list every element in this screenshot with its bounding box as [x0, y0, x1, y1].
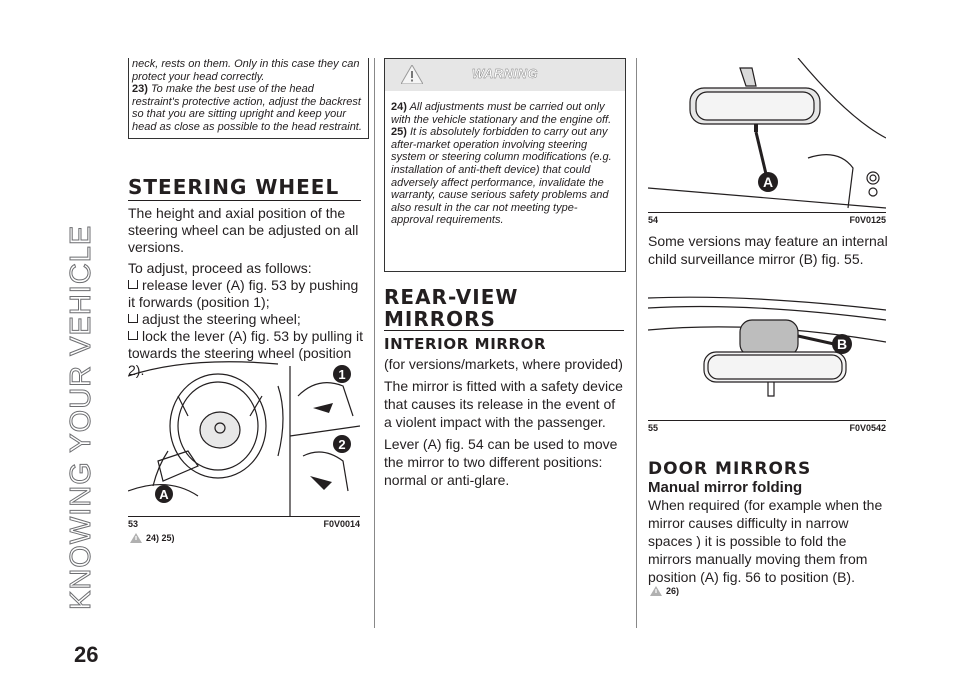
- child-mirror-figure: [648, 280, 886, 421]
- column-divider: [636, 58, 637, 628]
- steering-body: [128, 205, 364, 379]
- figure-code: F0V0014: [323, 519, 360, 529]
- bullet-box: [128, 331, 138, 340]
- door-mirrors-text: When required (for example when the mirror causes difficulty in narrow spaces ) it is possible to fold the mirrors manually moving them from position (A) fig. 56 to position (B).: [648, 497, 883, 585]
- fig-label-B: B: [836, 336, 848, 352]
- bullet-box: [128, 314, 138, 323]
- fig-label-A: A: [762, 174, 774, 190]
- fig53-caption: [128, 519, 360, 531]
- heading-rule: [384, 330, 624, 331]
- fig-label-1: 1: [338, 367, 346, 382]
- steering-para-2: To adjust, proceed as follows:: [128, 260, 312, 276]
- interior-mirror-heading: INTERIOR MIRROR: [384, 335, 547, 353]
- fig-label-A: A: [159, 487, 169, 502]
- door-mirrors-heading: DOOR MIRRORS: [648, 459, 812, 479]
- note-number: 23): [132, 83, 148, 96]
- warning-triangle-icon: [650, 586, 662, 596]
- manual-folding-heading: Manual mirror folding: [648, 479, 803, 496]
- figure-code: F0V0542: [849, 423, 886, 433]
- child-mirror-text: Some versions may feature an internal child surveillance mirror (B) fig. 55.: [648, 233, 888, 267]
- steering-bullet-1: release lever (A) fig. 53 by pushing it forwards (position 1);: [128, 277, 359, 310]
- figure-code: F0V0125: [849, 215, 886, 225]
- heading-rule: [128, 200, 361, 201]
- steering-bullet-2: adjust the steering wheel;: [128, 311, 364, 328]
- warning-header: [385, 59, 625, 91]
- rear-view-mirrors-heading: REAR-VIEW MIRRORS: [384, 285, 519, 331]
- child-mirror-illustration: [648, 280, 886, 420]
- rear-view-para-1: (for versions/markets, where provided): [384, 356, 623, 372]
- warning-item-number: 24): [391, 101, 407, 113]
- column-divider: [374, 58, 375, 628]
- steering-bullet-3: lock the lever (A) fig. 53 by pulling it towards the steering wheel (position 2).: [128, 328, 363, 378]
- figure-number: 53: [128, 519, 139, 529]
- warning-item-number: 25): [391, 126, 407, 139]
- warning-title: WARNING: [471, 66, 539, 81]
- rear-view-body: [384, 355, 626, 493]
- fig54-caption: [648, 215, 886, 227]
- bullet-box: [128, 280, 138, 289]
- steering-wheel-heading: STEERING WHEEL: [128, 175, 340, 199]
- steering-warning-refs: 24) 25): [130, 533, 175, 543]
- warning-box: [384, 58, 626, 272]
- steering-para-1: The height and axial position of the steering wheel can be adjusted on all versions.: [128, 205, 359, 255]
- head-restraint-note: [128, 58, 369, 139]
- door-mirrors-warning-refs: 26): [650, 586, 679, 596]
- interior-mirror-figure: [648, 58, 886, 213]
- rear-view-para-2: The mirror is fitted with a safety device that causes its release in the event of a violent impact with the passenger.: [384, 378, 623, 430]
- warning-triangle-icon: [130, 533, 142, 543]
- warning-item-text: All adjustments must be carried out only with the vehicle stationary and the engine off.: [391, 101, 612, 126]
- side-section-title: KNOWING YOUR VEHICLE: [65, 224, 97, 610]
- figure-number: 55: [648, 423, 659, 433]
- figure-number: 54: [648, 215, 659, 225]
- page-number: 26: [74, 642, 99, 667]
- steering-wheel-figure: [128, 356, 360, 517]
- note-text: neck, rests on them. Only in this case they can protect your head correctly.: [132, 58, 360, 83]
- warning-item-text: It is absolutely forbidden to carry out any after-market operation involving steering system or steering column modifications (e.g. installation of anti-theft device) that could adversely affect performance, invalidate the warranty, cause serious safety problems and also result in the car not meeting type-approval requirements.: [391, 126, 612, 227]
- fig55-caption: [648, 423, 886, 435]
- steering-wheel-illustration: [128, 356, 360, 516]
- fig-label-2: 2: [338, 437, 346, 452]
- rear-view-para-3: Lever (A) fig. 54 can be used to move the mirror to two different positions: normal or anti-glare.: [384, 436, 618, 488]
- warning-body: [385, 91, 625, 227]
- interior-mirror-illustration: [648, 58, 886, 212]
- note-item-text: To make the best use of the head restraint's protective action, adjust the backrest so that you are sitting upright and keep your head as close as possible to the head restraint.: [132, 83, 362, 133]
